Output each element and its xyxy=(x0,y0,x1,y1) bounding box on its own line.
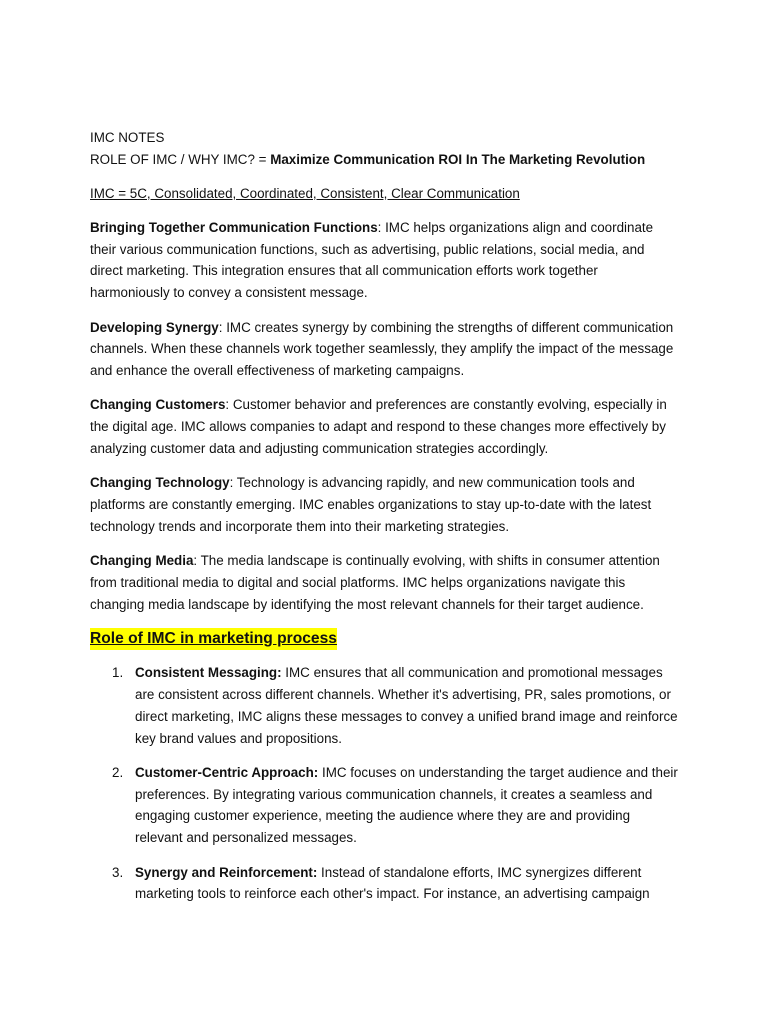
document-body xyxy=(90,127,680,918)
paragraph-term: Bringing Together Communication Functions xyxy=(90,219,378,235)
role-line xyxy=(90,149,680,171)
paragraph-text: : The media landscape is continually evolving, with shifts in consumer attention from traditional media to digital and social platforms. IMC helps organizations navigate this changing media landscape by identifying the most relevant channels for their target audience. xyxy=(90,553,660,612)
paragraph xyxy=(90,317,680,382)
list-item-text: IMC focuses on understanding the target audience and their preferences. By integrating various communication channels, it creates a seamless and engaging customer experience, meeting the audience where they are and providing relevant and personalized messages. xyxy=(135,764,678,846)
paragraph-text: : Technology is advancing rapidly, and new communication tools and platforms are constantly emerging. IMC enables organizations to stay up-to-date with the latest technology trends and incorporate them into their marketing strategies. xyxy=(90,475,652,534)
list-item-term: Consistent Messaging: xyxy=(135,665,282,681)
list-item-text: Instead of standalone efforts, IMC synergizes different marketing tools to reinforce each other's impact. For instance, an advertising campaign xyxy=(135,864,650,902)
list-item xyxy=(90,662,680,749)
list-item xyxy=(90,762,680,849)
paragraph xyxy=(90,217,680,304)
paragraph xyxy=(90,394,680,459)
paragraph-text: : Customer behavior and preferences are constantly evolving, especially in the digital age. IMC allows companies to adapt and respond to these changes more effectively by analyzing customer data and adjusting communication strategies accordingly. xyxy=(90,397,667,457)
doc-title: IMC NOTES xyxy=(90,130,165,145)
section-heading-wrap xyxy=(90,628,680,650)
list-item-term: Customer-Centric Approach: xyxy=(135,764,319,780)
list-number: 1. xyxy=(112,665,124,681)
role-prefix: ROLE OF IMC / WHY IMC? = xyxy=(90,151,271,167)
numbered-list xyxy=(90,662,680,905)
paragraph-term: Developing Synergy xyxy=(90,319,219,335)
section-heading: Role of IMC in marketing process xyxy=(90,628,337,650)
role-bold: Maximize Communication ROI In The Marketing Revolution xyxy=(270,151,646,167)
paragraph-text: : IMC helps organizations align and coordinate their various communication functions, such as advertising, public relations, social media, and direct marketing. This integration ensures that all communication efforts work together harmoniously to convey a consistent message. xyxy=(90,219,654,301)
list-number: 2. xyxy=(112,764,124,780)
list-number: 3. xyxy=(112,864,124,880)
paragraph-text: : IMC creates synergy by combining the strengths of different communication channels. When these channels work together seamlessly, they amplify the impact of the message and enhance the overall effectiveness of marketing campaigns. xyxy=(90,319,674,379)
paragraph-term: Changing Customers xyxy=(90,397,226,413)
paragraph xyxy=(90,472,680,537)
paragraph xyxy=(90,550,680,615)
list-item-text: IMC ensures that all communication and promotional messages are consistent across different channels. Whether it's advertising, PR, sales promotions, or direct marketing, IMC aligns these messages to convey a unified brand image and reinforce key brand values and propositions. xyxy=(135,665,678,746)
list-item xyxy=(90,862,680,906)
paragraph-term: Changing Media xyxy=(90,553,194,569)
imc-formula: IMC = 5C, Consolidated, Coordinated, Consistent, Clear Communication xyxy=(90,185,520,201)
list-item-term: Synergy and Reinforcement: xyxy=(135,864,318,880)
paragraph-term: Changing Technology xyxy=(90,475,230,491)
